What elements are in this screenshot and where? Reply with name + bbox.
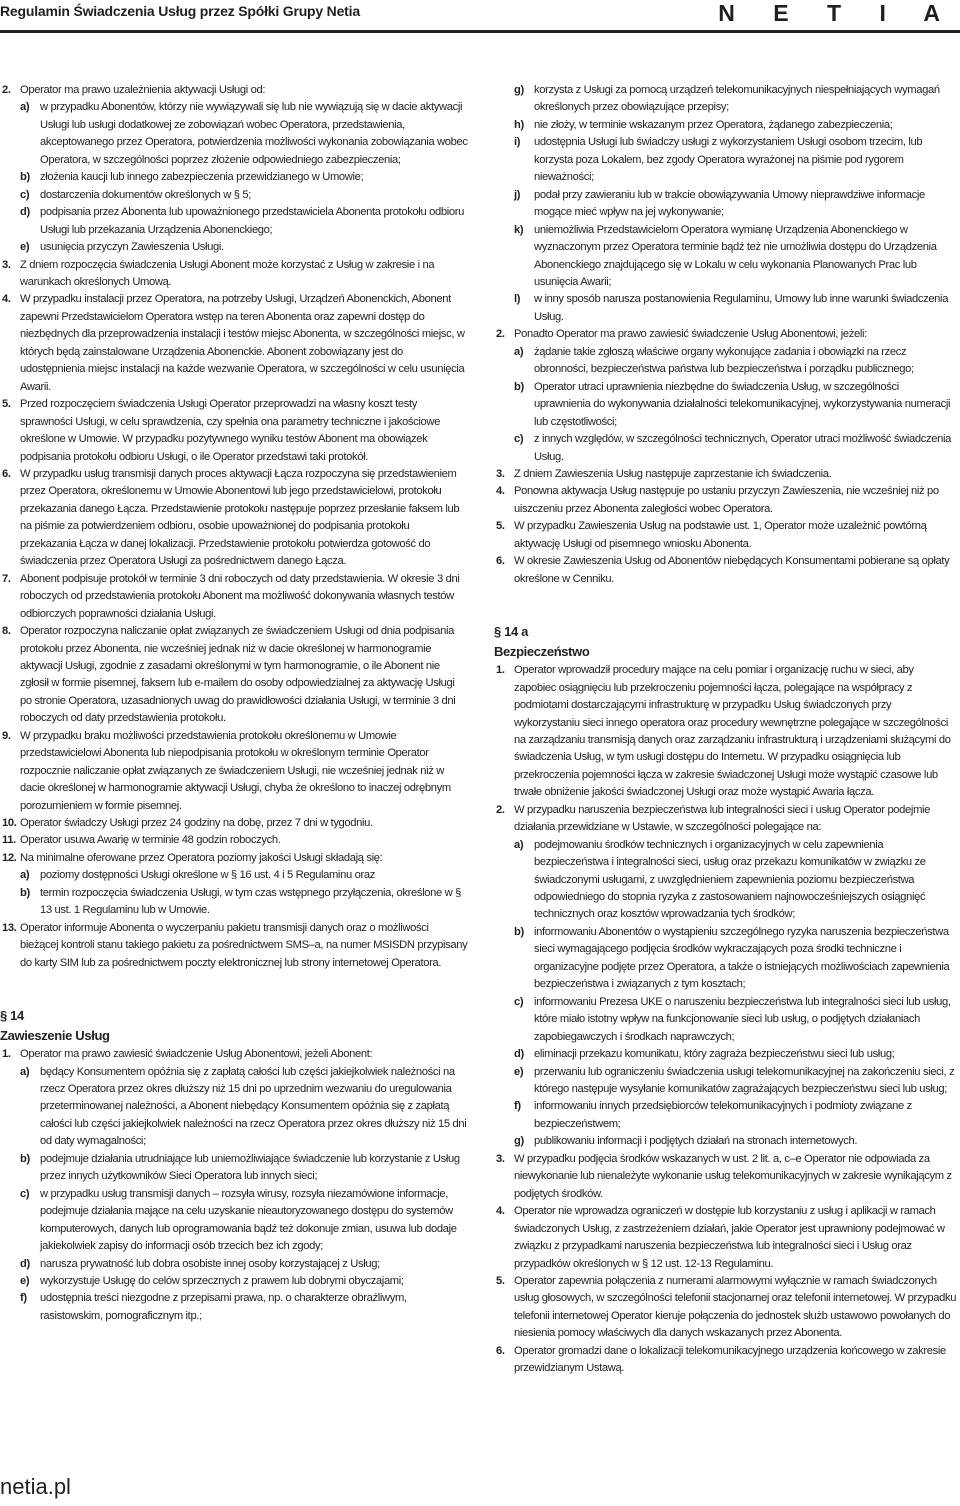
paragraph	[494, 662, 958, 802]
sub-item	[20, 1186, 468, 1256]
sub-item	[514, 82, 958, 117]
sub-item-text: informowaniu Prezesa UKE o naruszeniu bezpieczeństwa lub integralności sieci lub usług, które miało istotny wpływ na funkcjonowanie sieci lub usług, o podjętych działaniach zapobiegawczych i środkach naprawczych;	[534, 995, 951, 1043]
sub-item-letter: e)	[20, 1275, 30, 1287]
paragraph	[0, 815, 468, 832]
paragraph-number: 6.	[496, 555, 505, 568]
document-title: Regulamin Świadczenia Usług przez Spółki Grupy Netia	[0, 3, 360, 19]
sub-item-text: podejmuje działania utrudniające lub uniemożliwiające świadczenie lub korzystanie z Usług przez innych użytkowników Sieci Operatora lub innych sieci;	[40, 1152, 460, 1183]
sub-item-text: z innych względów, w szczególności technicznych, Operator utraci możliwość świadczenia Usług.	[534, 433, 951, 463]
sub-item-text: poziomy dostępności Usługi określone w § 16 ust. 4 i 5 Regulaminu oraz	[40, 869, 375, 882]
sub-item-text: przerwaniu lub ograniczeniu świadczenia usługi telekomunikacyjnej na zakończeniu sieci, z którego następuje wysyłanie komunikatów zagrażających bezpieczeństwu sieci lub usług;	[534, 1065, 955, 1096]
sub-item-text: publikowaniu informacji i podjętych działań na stronach internetowych.	[534, 1135, 858, 1148]
sub-item-text: podpisania przez Abonenta lub upoważnionego przedstawiciela Abonenta protokołu odbioru Usługi lub przekazania Urządzenia Abonenckiego;	[40, 206, 464, 236]
sub-item-letter: d)	[514, 1048, 524, 1061]
paragraph	[494, 802, 958, 1151]
paragraph-number: 1.	[496, 664, 505, 677]
sub-item	[20, 239, 468, 256]
paragraph-text: Ponadto Operator ma prawo zawiesić świadczenie Usług Abonentowi, jeżeli:	[514, 328, 867, 341]
paragraph-text: Operator rozpoczyna naliczanie opłat związanych ze świadczeniem Usługi od dnia podpisania protokołu przez Abonenta, nie wcześniej jednak niż w dacie określonej w harmonogramie aktywacji Usługi, zgodnie z zasadami określonymi w tym harmonogramie, o ile Abonent nie zgłosił w formie pisemnej, faksem lub e-mailem do osoby odpowiedzialnej za aktywację Usługi po stronie Operatora, uzasadnionych uwag do prawidłowości działania Usługi, w terminie 3 dni roboczych od daty przedstawienia protokołu.	[20, 625, 456, 725]
sub-item-text: dostarczenia dokumentów określonych w § 5;	[40, 188, 252, 201]
paragraph-number: 1.	[2, 1048, 11, 1061]
sub-item	[514, 1064, 958, 1099]
sub-item	[20, 1256, 468, 1273]
sub-item-letter: l)	[514, 293, 521, 306]
sub-item-text: narusza prywatność lub dobra osobiste innej osoby korzystającej z Usług;	[40, 1257, 380, 1270]
sub-item-text: w przypadku Abonentów, którzy nie wywiązywali się lub nie wywiązują się w dacie aktywacji Usługi lub usługi dodatkowej ze zobowiązań wobec Operatora, przedstawienia, akceptowanego przez Operatora, potwierdzenia możliwości wykonania zobowiązania wobec Operatora, w szczególności poprzez złożenie odpowiedniego zabezpieczenia;	[40, 101, 468, 166]
paragraph	[494, 483, 958, 518]
sub-item-letter: h)	[514, 118, 524, 131]
sub-item-text: usunięcia przyczyn Zawieszenia Usługi.	[40, 241, 224, 254]
sub-item	[20, 187, 468, 204]
sub-item-text: podejmowaniu środków technicznych i organizacyjnych w celu zapewnienia bezpieczeństwa i integralności sieci, usług oraz przekazu komunikatów w związku ze świadczonymi usługami, z uwzględnieniem zapewnienia poziomu bezpieczeństwa odpowiedniego do stopnia ryzyka z zastosowaniem najnowocześniejszych osiągnięć technicznych oraz kosztów wprowadzania tych środków;	[534, 838, 926, 921]
netia-logo: N E T I A	[718, 0, 956, 26]
paragraph-text: W przypadku usług transmisji danych proces aktywacji Łącza rozpoczyna się przedstawieniem przez Operatora, określonemu w Umowie Abonentowi lub jego przedstawicielowi, protokołu przekazania danego Łącza. Przedstawienie protokołu następuje poprzez przesłanie faksem lub na piśmie za potwierdzeniem odbioru, osobie upoważnionej do podpisania protokołu przekazania Łącza w danej lokalizacji. Przedstawienie protokołu potwierdza gotowość do świadczenia przez Operatora Usługi za pośrednictwem danego Łącza.	[20, 467, 460, 568]
sub-item-text: eliminacji przekazu komunikatu, który zagraża bezpieczeństwu sieci lub usług;	[534, 1048, 895, 1061]
sub-item-letter: d)	[20, 206, 30, 219]
paragraph-text: Przed rozpoczęciem świadczenia Usługi Operator przeprowadzi na własny koszt testy sprawności Usługi, w celu sprawdzenia, czy spełnia ona parametry techniczne i jakościowe określone w Umowie. W przypadku pozytywnego wyniku testów Abonent ma obowiązek podpisania protokołu odbioru Usługi, o ile Operator przedstawi taki protokół.	[20, 398, 441, 463]
paragraph-number: 3.	[496, 1152, 505, 1165]
paragraph-number: 5.	[496, 1275, 505, 1287]
paragraph-text: Na minimalne oferowane przez Operatora poziomy jakości Usługi składają się:	[20, 851, 383, 864]
paragraph	[0, 466, 468, 571]
sub-item	[514, 291, 958, 326]
section-title: Bezpieczeństwo	[494, 644, 590, 660]
sub-item-letter: b)	[514, 380, 524, 393]
paragraph	[494, 1343, 958, 1378]
sub-item-text: korzysta z Usługi za pomocą urządzeń telekomunikacyjnych niespełniających wymagań określonych przez obowiązujące przepisy;	[534, 84, 940, 114]
section-number: § 14	[0, 1008, 24, 1024]
sub-item-letter: c)	[20, 188, 30, 201]
sub-item-letter: b)	[20, 171, 30, 184]
paragraph	[494, 518, 958, 553]
paragraph-text: Operator zapewnia połączenia z numerami alarmowymi wyłącznie w ramach świadczonych usług głosowych, w szczególności telefonii stacjonarnej oraz telefonii internetowej. W przypadku telefonii internetowej Operator kieruje połączenia do jednostek służb ustawowo powołanych do niesienia pomocy właściwych dla danych wskazanych przez Abonenta.	[514, 1275, 957, 1340]
paragraph-number: 9.	[2, 729, 11, 742]
sub-item-letter: i)	[514, 136, 521, 149]
sub-item	[514, 994, 958, 1046]
paragraph	[494, 1151, 958, 1203]
section-title: Zawieszenie Usług	[0, 1028, 110, 1044]
paragraph-number: 5.	[496, 520, 505, 533]
sub-item-letter: g)	[514, 1135, 524, 1148]
paragraph-text: Operator usuwa Awarię w terminie 48 godzin roboczych.	[20, 834, 281, 847]
sub-item	[514, 134, 958, 186]
paragraph-number: 2.	[496, 803, 505, 816]
paragraph-number: 3.	[496, 467, 505, 480]
sub-item-letter: a)	[514, 345, 524, 358]
paragraph-number: 6.	[496, 1344, 505, 1357]
paragraph-number: 8.	[2, 625, 11, 638]
paragraph-text: Operator informuje Abonenta o wyczerpaniu pakietu transmisji danych oraz o możliwości bieżącej kontroli stanu takiego pakietu za pośrednictwem SMS–a, na numer MSISDN przypisany do karty SIM lub za pośrednictwem poczty elektronicznej lub strony internetowej Operatora.	[20, 921, 468, 969]
sub-item	[514, 117, 958, 134]
paragraph-number: 11.	[2, 834, 16, 847]
sub-item-letter: a)	[20, 1065, 30, 1078]
paragraph	[0, 257, 468, 292]
paragraph	[0, 571, 468, 623]
sub-item-letter: e)	[20, 241, 30, 254]
sub-item-letter: b)	[20, 1152, 30, 1165]
sub-item-letter: c)	[20, 1187, 30, 1200]
sub-item-text: termin rozpoczęcia świadczenia Usługi, w tym czas wstępnego przyłączenia, określone w § 13 ust. 1 Regulaminu lub w Umowie.	[40, 886, 461, 917]
paragraph-number: 4.	[496, 485, 505, 498]
sub-item-text: nie złoży, w terminie wskazanym przez Operatora, żądanego zabezpieczenia;	[534, 118, 893, 131]
paragraph-text: Operator ma prawo uzależnienia aktywacji Usługi od:	[20, 84, 266, 96]
paragraph-number: 13.	[2, 921, 17, 934]
header-rule	[0, 30, 960, 33]
sub-item-letter: c)	[514, 995, 524, 1008]
sub-item-text: w przypadku usług transmisji danych – rozsyła wirusy, rozsyła niezamówione informacje, podejmuje działania mające na celu uzyskanie nieautoryzowanego dostępu do systemów komputerowych, danych lub oprogramowania bądź też dokonuje zmian, usuwa lub dodaje jakiekolwiek zapisy do informacji osób trzecich bez ich zgody;	[40, 1187, 457, 1253]
paragraph-number: 5.	[2, 398, 11, 411]
sub-item	[514, 344, 958, 379]
paragraph	[0, 728, 468, 815]
sub-item-letter: b)	[514, 925, 524, 938]
paragraph-text: Abonent podpisuje protokół w terminie 3 dni roboczych od daty przedstawienia. W okresie 3 dni roboczych od przedstawienia protokołu Abonent ma możliwość dokonywania własnych testów odbiorczych poprawności działania Usługi.	[20, 572, 460, 620]
sub-item-letter: c)	[514, 433, 524, 446]
paragraph	[0, 82, 468, 257]
paragraph-number: 7.	[2, 572, 11, 585]
sub-item-text: będący Konsumentem opóźnia się z zapłatą całości lub części jakiejkolwiek należności na rzecz Operatora przez okres dłuższy niż 15 dni po uprzednim wezwaniu do uregulowania przeterminowanej należności, a Abonent niebędący Konsumentem opóźnia się z zapłatą całości lub części jakiejkolwiek należności na rzecz Operatora przez okres dłuższy niż 15 dni od daty wymagalności;	[40, 1065, 467, 1148]
sub-item	[20, 1064, 468, 1151]
sub-item	[20, 169, 468, 186]
paragraph-number: 4.	[2, 293, 11, 306]
paragraph-text: Operator ma prawo zawiesić świadczenie Usług Abonentowi, jeżeli Abonent:	[20, 1048, 373, 1061]
paragraph-text: W przypadku Zawieszenia Usług na podstawie ust. 1, Operator może uzależnić powtórną aktywację Usługi od pisemnego wniosku Abonenta.	[514, 520, 927, 550]
paragraph-text: W okresie Zawieszenia Usług od Abonentów niebędących Konsumentami pobierane są opłaty określone w Cenniku.	[514, 555, 950, 585]
paragraph-number: 4.	[496, 1205, 505, 1218]
sub-item-text: wykorzystuje Usługę do celów sprzecznych z prawem lub dobrymi obyczajami;	[40, 1275, 404, 1287]
sub-item-text: żądanie takie zgłoszą właściwe organy wykonujące zadania i obowiązki na rzecz obronności, bezpieczeństwa państwa lub bezpieczeństwa i porządku publicznego;	[534, 345, 914, 376]
sub-item	[514, 379, 958, 431]
sub-item-letter: f)	[514, 1100, 521, 1113]
paragraph-number: 2.	[496, 328, 505, 341]
sub-item-letter: a)	[20, 869, 30, 882]
sub-item	[514, 1098, 958, 1133]
sub-item-letter: f)	[20, 1292, 27, 1305]
right-column	[494, 82, 958, 1378]
paragraph	[494, 466, 958, 483]
paragraph	[0, 1046, 468, 1325]
sub-item-text: udostępnia treści niezgodne z przepisami prawa, np. o charakterze obraźliwym, rasistowskim, pornograficznym itp.;	[40, 1292, 407, 1322]
left-column	[0, 82, 468, 1325]
sub-item	[514, 1046, 958, 1063]
paragraph	[0, 832, 468, 849]
paragraph-text: Ponowna aktywacja Usług następuje po ustaniu przyczyn Zawieszenia, nie wcześniej niż po uiszczeniu przez Abonenta zaległości wobec Operatora.	[514, 485, 939, 515]
sub-item-letter: b)	[20, 886, 30, 899]
sub-item	[20, 1290, 468, 1325]
sub-item-text: w inny sposób narusza postanowienia Regulaminu, Umowy lub inne warunki świadczenia Usług.	[534, 293, 949, 323]
sub-item-letter: k)	[514, 223, 524, 236]
paragraph	[0, 291, 468, 396]
sub-item	[20, 867, 468, 884]
sub-item-letter: a)	[20, 101, 30, 114]
paragraph	[0, 920, 468, 972]
sub-item-letter: d)	[20, 1257, 30, 1270]
sub-item	[514, 431, 958, 466]
paragraph-text: W przypadku instalacji przez Operatora, na potrzeby Usługi, Urządzeń Abonenckich, Abonent zapewni Przedstawicielom Operatora wstęp na teren Abonenta oraz zapewni dostęp do niezbędnych dla przeprowadzenia instalacji i testów miejsc Abonenta, w szczególności miejsc, w których będą zainstalowane Urządzenia Abonenckie. Abonent zobowiązany jest do udostępnienia miejsc instalacji na każde wezwanie Operatora, w szczególności w celu usunięcia Awarii.	[20, 293, 465, 393]
paragraph	[494, 553, 958, 588]
sub-item	[514, 924, 958, 994]
sub-item	[514, 837, 958, 924]
sub-item	[20, 1273, 468, 1290]
sub-item-text: podał przy zawieraniu lub w trakcie obowiązywania Umowy nieprawdziwe informacje mogące mieć wpływ na jej wykonywanie;	[534, 188, 925, 219]
paragraph-text: W przypadku podjęcia środków wskazanych w ust. 2 lit. a, c–e Operator nie odpowiada za niewykonanie lub nienależyte wykonanie usług telekomunikacyjnych w zakresie wynikającym z podjętych środków.	[514, 1152, 952, 1200]
paragraph	[0, 850, 468, 920]
paragraph-text: W przypadku naruszenia bezpieczeństwa lub integralności sieci i usług Operator podejmie działania przewidziane w Ustawie, w szczególności polegające na:	[514, 803, 931, 834]
sub-item	[20, 1151, 468, 1186]
paragraph	[494, 326, 958, 466]
paragraph-number: 6.	[2, 467, 11, 480]
sub-item-text: Operator utraci uprawnienia niezbędne do świadczenia Usług, w szczególności uprawnienia do wykonywania działalności telekomunikacyjnej, wykorzystywania numeracji lub częstotliwości;	[534, 380, 951, 428]
paragraph	[494, 1273, 958, 1343]
paragraph	[494, 1203, 958, 1273]
paragraph-number: 12.	[2, 851, 17, 864]
paragraph-text: Z dniem rozpoczęcia świadczenia Usługi Abonent może korzystać z Usług w zakresie i na warunkach określonych Umową.	[20, 258, 435, 288]
paragraph	[0, 623, 468, 728]
paragraph-text: Operator wprowadził procedury mające na celu pomiar i organizację ruchu w sieci, aby zapobiec osiągnięciu lub przekroczeniu pojemności łącza, polegające na współpracy z podmiotami dostarczającymi infrastrukturę w przypadku Usług świadczonych przy wykorzystaniu sieci innego operatora oraz procedury wewnętrzne polegające w szczególności na zarządzaniu transmisją danych oraz zarządzaniu infrastrukturą i urządzeniami służącymi do świadczenia Usług, w tym usługi dostępu do Internetu. W przypadku osiągnięcia lub przekroczenia pojemności łącza w zakresie świadczonej Usługi może wystąpić czasowe lub trwałe obniżenie jakości świadczonej Usługi oraz może wystąpić Awaria łącza.	[514, 664, 951, 799]
page-header	[0, 0, 960, 38]
section-number: § 14 a	[494, 624, 529, 640]
paragraph-continued	[494, 82, 958, 326]
paragraph-text: Operator gromadzi dane o lokalizacji telekomunikacyjnego urządzenia końcowego w zakresie przewidzianym Ustawą.	[514, 1344, 946, 1375]
paragraph-text: Operator świadczy Usługi przez 24 godziny na dobę, przez 7 dni w tygodniu.	[20, 817, 373, 830]
paragraph-text: W przypadku braku możliwości przedstawienia protokołu określonemu w Umowie przedstawicielowi Abonenta lub niepodpisania protokołu w określonym terminie Operator rozpocznie naliczanie opłat związanych ze świadczeniem Usługi, nie wcześniej jednak niż w dacie określonej w harmonogramie aktywacji Usługi, chyba że określono to inaczej odrębnym porozumieniem w formie pisemnej.	[20, 729, 451, 812]
paragraph-text: Z dniem Zawieszenia Usług następuje zaprzestanie ich świadczenia.	[514, 467, 832, 480]
paragraph-number: 2.	[2, 84, 11, 96]
sub-item	[514, 222, 958, 292]
paragraph-number: 10.	[2, 817, 17, 830]
sub-item-text: złożenia kaucji lub innego zabezpieczenia przewidzianego w Umowie;	[40, 171, 364, 184]
paragraph-number: 3.	[2, 258, 11, 271]
sub-item-text: udostępnia Usługi lub świadczy usługi z wykorzystaniem Usługi osobom trzecim, lub korzysta poza Lokalem, bez zgody Operatora wyrażonej na piśmie pod rygorem nieważności;	[534, 136, 923, 184]
sub-item-text: informowaniu Abonentów o wystąpieniu szczególnego ryzyka naruszenia bezpieczeństwa sieci wymagającego podjęcia środków wykraczających poza środki techniczne i organizacyjne podjęte przez Operatora, a także o istniejących możliwościach zapewnienia bezpieczeństwa i związanych z tym kosztach;	[534, 925, 950, 991]
footer-site: netia.pl	[0, 1474, 71, 1499]
sub-item-text: uniemożliwia Przedstawicielom Operatora wymianę Urządzenia Abonenckiego w wyznaczonym przez Operatora terminie bądź też nie umożliwia dostępu do Urządzenia Abonenckiego znajdującego się w Lokalu w celu wykonania Planowanych Prac lub usunięcia Awarii;	[534, 223, 937, 288]
sub-item-letter: j)	[514, 188, 521, 201]
paragraph	[0, 396, 468, 466]
sub-item-letter: e)	[514, 1065, 524, 1078]
sub-item	[514, 187, 958, 222]
sub-item-letter: a)	[514, 838, 524, 851]
sub-item	[20, 204, 468, 239]
paragraph-text: Operator nie wprowadza ograniczeń w dostępie lub korzystaniu z usług i aplikacji w ramach świadczonych Usług, z zastrzeżeniem działań, jakie Operator jest uprawniony podejmować w związku z przypadkami naruszenia bezpieczeństwa lub integralności sieci i Usług oraz przypadków określonych w § 12 ust. 12-13 Regulaminu.	[514, 1205, 945, 1270]
sub-item-text: informowaniu innych przedsiębiorców telekomunikacyjnych i podmioty związane z bezpieczeństwem;	[534, 1100, 912, 1130]
sub-item-letter: g)	[514, 84, 524, 96]
sub-item	[20, 885, 468, 920]
sub-item	[20, 99, 468, 169]
sub-item	[514, 1133, 958, 1150]
